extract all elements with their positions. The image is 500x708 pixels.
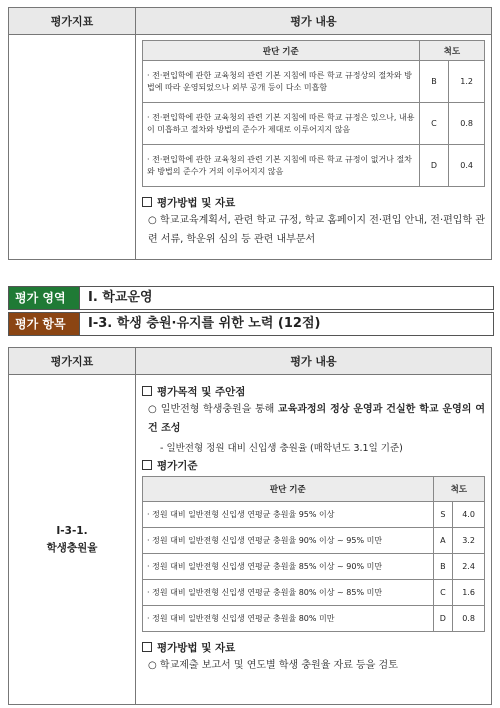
method-title: 평가방법 및 자료: [142, 640, 485, 655]
column-header-indicator: 평가지표: [9, 348, 136, 375]
criteria-text: · 전·편입학에 관한 교육청의 관련 기본 지침에 따른 학교 규정은 있으나, 내용이 미흡하고 절차와 방법의 준수가 제대로 이루어지지 않음: [143, 103, 420, 145]
score: 0.4: [449, 145, 485, 187]
grade: D: [433, 606, 453, 632]
area-label: 평가 영역: [9, 287, 79, 309]
grade: D: [419, 145, 449, 187]
criteria-text: · 전·편입학에 관한 교육청의 관련 기본 지침에 따른 학교 규정상의 절차와 방법에 따라 운영되었으나 외부 공개 등이 다소 미흡함: [143, 61, 420, 103]
checkbox-square-icon: [142, 197, 152, 207]
item-value: Ⅰ-3. 학생 충원·유지를 위한 노력 (12점): [79, 313, 493, 335]
indicator-cell: [9, 375, 136, 705]
criteria-text: · 정원 대비 일반전형 신입생 연평균 충원율 95% 이상: [143, 502, 434, 528]
criteria-row: [143, 502, 485, 528]
grade: B: [433, 554, 453, 580]
evaluation-table-2: [8, 347, 492, 705]
criteria-header: 판단 기준: [143, 477, 434, 502]
criteria-row: [143, 103, 485, 145]
grade: S: [433, 502, 453, 528]
score: 4.0: [453, 502, 485, 528]
content-cell: [136, 375, 492, 705]
method-title: 평가방법 및 자료: [142, 195, 485, 210]
grade: B: [419, 61, 449, 103]
criteria-row: [143, 61, 485, 103]
criteria-text: · 전·편입학에 관한 교육청의 관련 기본 지침에 따른 학교 규정이 없거나 절차와 방법의 준수가 거의 이루어지지 않음: [143, 145, 420, 187]
column-header-indicator: 평가지표: [9, 8, 136, 35]
criteria-text: · 정원 대비 일반전형 신입생 연평균 충원율 80% 미만: [143, 606, 434, 632]
score: 3.2: [453, 528, 485, 554]
purpose-highlight: 교육과정의 정상 운영과 건실한 학교 운영의 여건 조성: [148, 404, 486, 434]
score: 1.2: [449, 61, 485, 103]
checkbox-square-icon: [142, 386, 152, 396]
method-text: ○ 학교제출 보고서 및 연도별 학생 충원율 자료 등을 검토: [148, 660, 398, 671]
criteria-row: [143, 554, 485, 580]
criteria-header: 판단 기준: [143, 41, 420, 61]
criteria-table: [142, 40, 485, 187]
score: 1.6: [453, 580, 485, 606]
criteria-row: [143, 528, 485, 554]
score: 2.4: [453, 554, 485, 580]
purpose-title: 평가목적 및 주안점: [142, 384, 485, 399]
scale-header: 척도: [419, 41, 484, 61]
column-header-content: 평가 내용: [136, 8, 492, 35]
method-text: ○ 학교교육계획서, 관련 학교 규정, 학교 홈페이지 전·편입 안내, 전·편입학 관련 서류, 학운위 심의 등 관련 내부문서: [148, 215, 485, 245]
grade: A: [433, 528, 453, 554]
criteria-row: [143, 606, 485, 632]
purpose-sub: - 일반전형 정원 대비 신입생 충원율 (매학년도 3.1일 기준): [160, 443, 403, 454]
score: 0.8: [449, 103, 485, 145]
grade: C: [419, 103, 449, 145]
criteria-text: · 정원 대비 일반전형 신입생 연평균 충원율 85% 이상 ~ 90% 미만: [143, 554, 434, 580]
scale-header: 척도: [433, 477, 484, 502]
evaluation-table-1: [8, 7, 492, 260]
item-label: 평가 항목: [9, 313, 79, 335]
criteria-table: [142, 476, 485, 632]
criteria-row: [143, 145, 485, 187]
criteria-text: · 정원 대비 일반전형 신입생 연평균 충원율 90% 이상 ~ 95% 미만: [143, 528, 434, 554]
indicator-cell: [9, 35, 136, 260]
purpose-text: ○ 일반전형 학생충원을 통해 교육과정의 정상 운영과 건실한 학교 운영의 여건 조성: [148, 404, 486, 434]
score: 0.8: [453, 606, 485, 632]
grade: C: [433, 580, 453, 606]
checkbox-square-icon: [142, 642, 152, 652]
column-header-content: 평가 내용: [136, 348, 492, 375]
area-value: Ⅰ. 학교운영: [79, 287, 493, 309]
criteria-row: [143, 580, 485, 606]
criteria-title: 평가기준: [142, 458, 485, 473]
evaluation-item-bar: [8, 312, 494, 336]
indicator-name: 학생충원율: [46, 541, 98, 554]
indicator-code: Ⅰ-3-1.: [56, 524, 88, 537]
content-cell: [136, 35, 492, 260]
criteria-text: · 정원 대비 일반전형 신입생 연평균 충원율 80% 이상 ~ 85% 미만: [143, 580, 434, 606]
checkbox-square-icon: [142, 460, 152, 470]
evaluation-area-bar: [8, 286, 494, 310]
